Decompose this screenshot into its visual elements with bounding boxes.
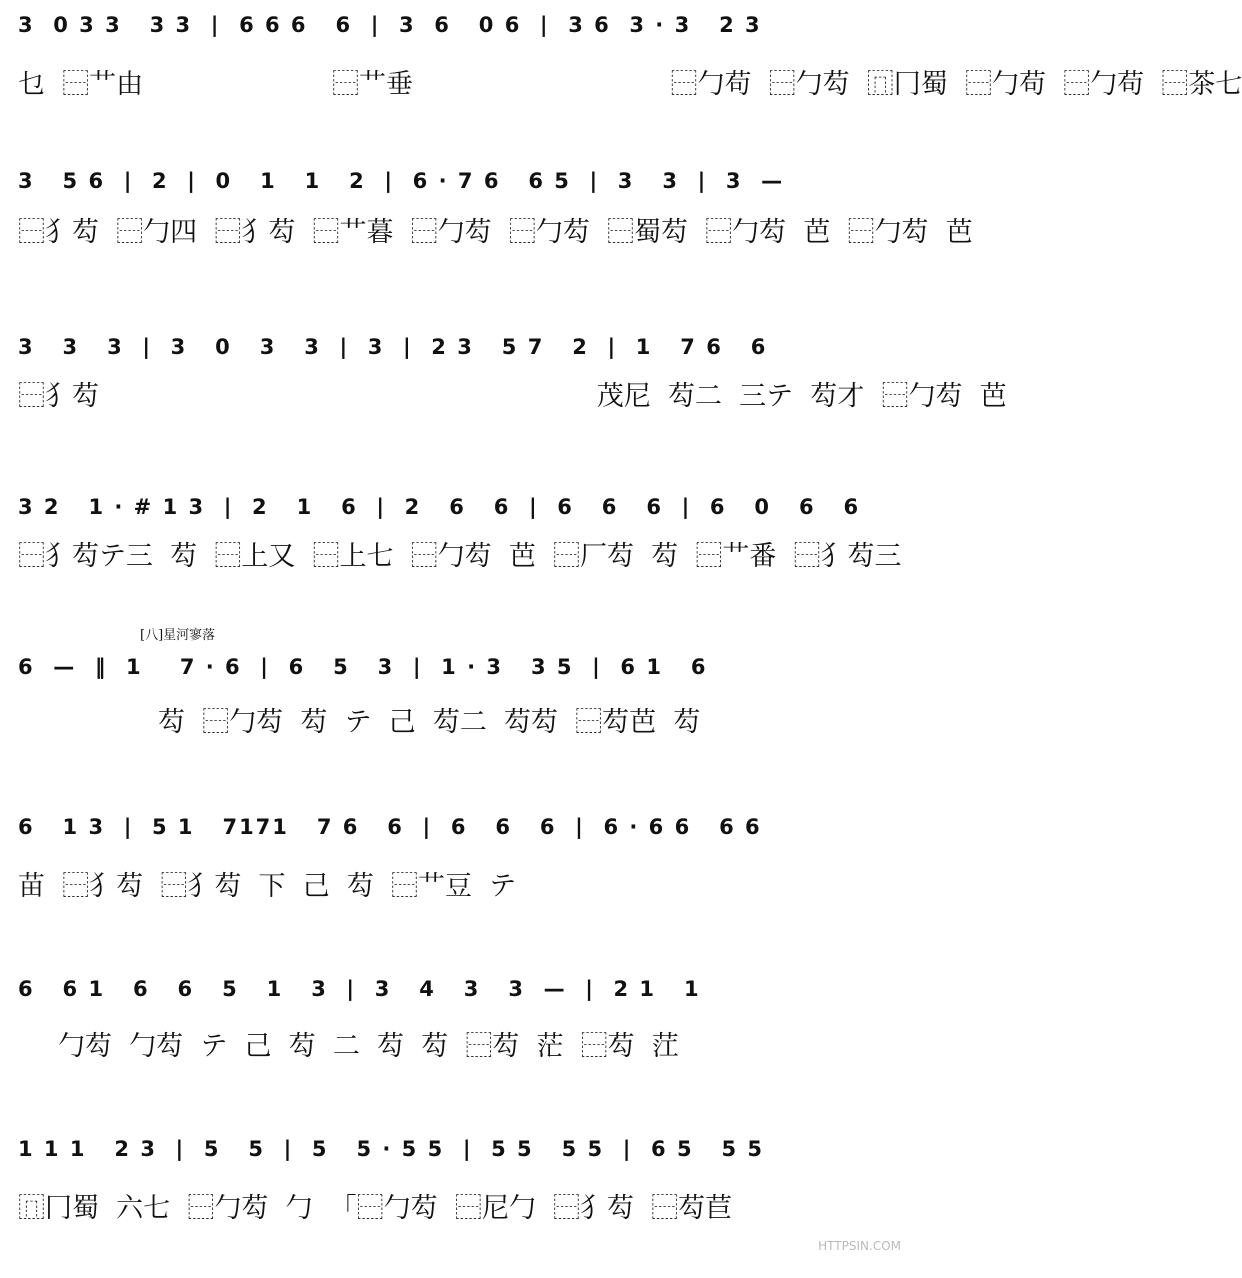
system-3 — [0, 316, 1007, 466]
notation-line — [18, 808, 898, 868]
tablature-line — [18, 1022, 898, 1072]
notation-line — [18, 6, 898, 66]
notation-line — [18, 316, 898, 376]
system-2 — [0, 150, 973, 300]
jianpu-notation: 6 1 3 | 5 1 7171 7 6 6 | 6 6 6 | 6 · 6 6 6 6 — [18, 815, 762, 839]
guqin-tablature: ⿱犭芶テ三 芶 ⿱上又 ⿱上七 ⿱勹芶 芭 ⿱厂芶 芶 ⿱艹番 ⿱犭芶三 — [18, 541, 902, 572]
notation-line — [18, 970, 898, 1030]
guqin-tablature: 乜 ⿱艹由 ⿱艹垂 ⿱勹苟 ⿱勹芶 ⿵冂蜀 ⿱勹苟 ⿱勹苟 ⿱茶七 — [18, 69, 1242, 100]
jianpu-notation: 1 1 1 2 3 | 5 5 | 5 5 · 5 5 | 5 5 5 5 | 6 5 5 5 — [18, 1137, 765, 1161]
guqin-tablature: 苗 ⿱犭芶 ⿱犭芶 下 己 芶 ⿱艹豆 テ — [18, 871, 517, 902]
tablature-line — [18, 372, 1007, 422]
tablature-line — [18, 862, 898, 912]
system-5 — [0, 636, 907, 786]
guqin-tablature: ⿵冂蜀 六七 ⿱勹芶 勹 「⿱勹芶 ⿱尼勹 ⿱犭芶 ⿱芶苣 — [18, 1193, 733, 1224]
system-7 — [0, 970, 907, 1120]
jianpu-notation: 3 5 6 | 2 | 0 1 1 2 | 6 · 7 6 6 5 | 3 3 | 3 — — [18, 169, 785, 193]
system-1 — [0, 6, 1242, 156]
guqin-tablature: ⿱犭芶 ⿱勹四 ⿱犭芶 ⿱艹暮 ⿱勹芶 ⿱勹芶 ⿱蜀芶 ⿱勹芶 芭 ⿱勹芶 芭 — [18, 217, 973, 248]
section-label: [八]星河寥落 — [140, 628, 216, 643]
notation-line — [18, 474, 898, 534]
tablature-line — [18, 532, 902, 582]
system-6 — [0, 808, 907, 958]
tablature-line — [18, 60, 1242, 110]
system-4 — [0, 474, 907, 624]
guqin-tablature: 勹芶 勹芶 テ 己 芶 二 芶 芶 ⿱芶 茫 ⿱芶 茳 — [58, 1031, 679, 1062]
watermark: HTTPSIN.COM — [818, 1239, 901, 1253]
jianpu-notation: 3 2 1 · # 1 3 | 2 1 6 | 2 6 6 | 6 6 6 | 6 0 6 6 — [18, 495, 861, 519]
notation-line — [18, 636, 898, 696]
jianpu-notation: 6 6 1 6 6 5 1 3 | 3 4 3 3 — | 2 1 1 — [18, 977, 701, 1001]
jianpu-notation: 6 — ‖ 1 7 · 6 | 6 5 3 | 1 · 3 3 5 | 6 1 6 — [18, 655, 708, 679]
guqin-tablature: 芶 ⿱勹芶 芶 テ 己 芶二 芶芶 ⿱芶芭 芶 — [158, 707, 701, 738]
guqin-tablature: ⿱犭芶 茂尼 芶二 三テ 芶才 ⿱勹芶 芭 — [18, 381, 1007, 412]
tablature-line — [18, 698, 898, 748]
notation-line — [18, 150, 898, 210]
tablature-line — [18, 208, 973, 258]
tablature-line — [18, 1184, 898, 1234]
jianpu-notation: 3 0 3 3 3 3 | 6 6 6 6 | 3 6 0 6 | 3 6 3 · 3 2 3 — [18, 13, 762, 37]
notation-line — [18, 1128, 898, 1188]
jianpu-notation: 3 3 3 | 3 0 3 3 | 3 | 2 3 5 7 2 | 1 7 6 6 — [18, 335, 768, 359]
system-8 — [0, 1128, 907, 1278]
